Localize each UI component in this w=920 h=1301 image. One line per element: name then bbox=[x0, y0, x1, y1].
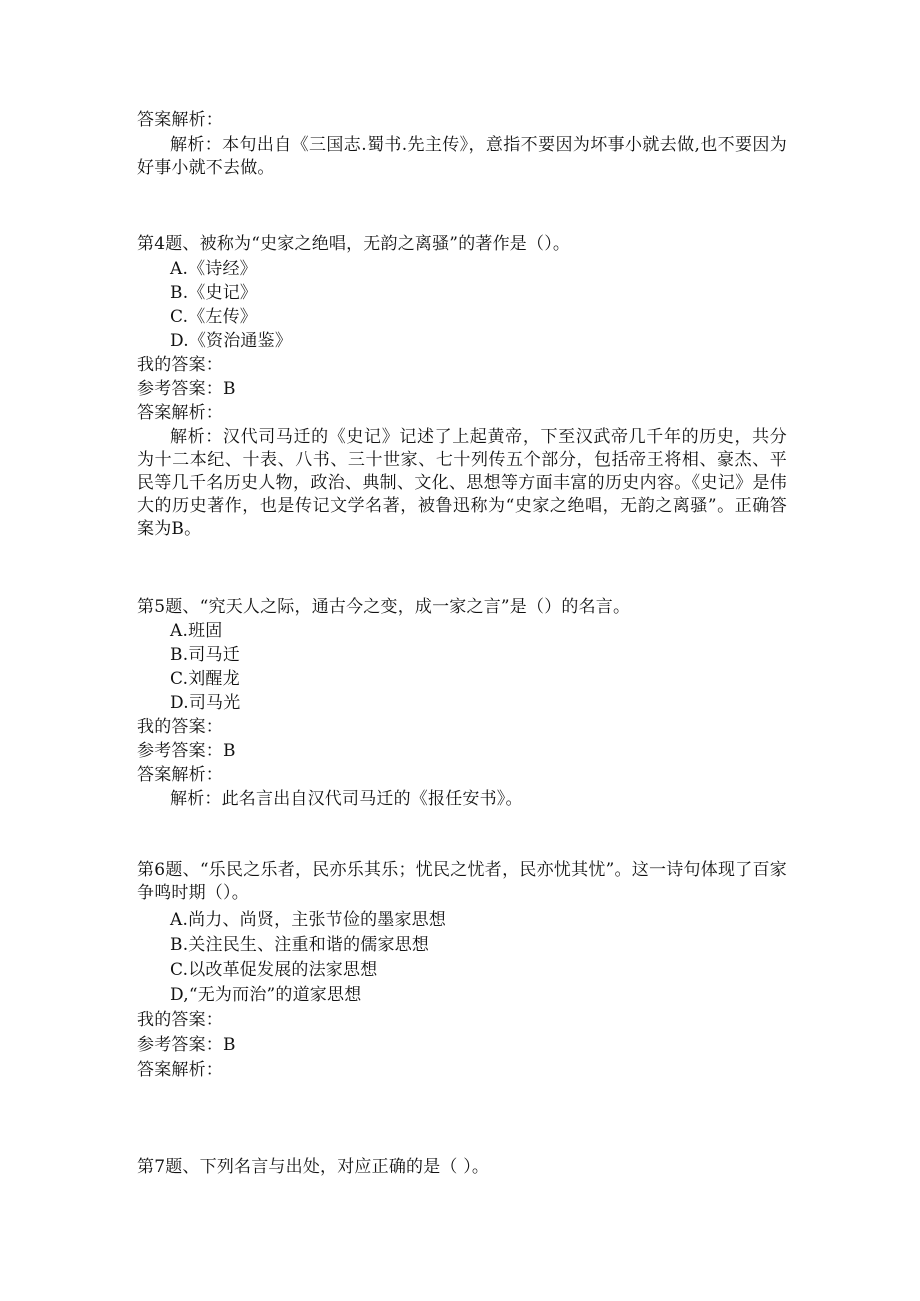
question-4-option-b: B.《史记》 bbox=[170, 283, 258, 303]
question-5-option-c: C.刘醒龙 bbox=[170, 669, 240, 689]
question-6-analysis-label: 答案解析： bbox=[137, 1060, 223, 1080]
question-4-analysis-label: 答案解析： bbox=[137, 403, 223, 423]
question-4-option-d: D.《资治通鉴》 bbox=[170, 331, 293, 351]
analysis-text: 解析：本句出自《三国志.蜀书.先主传》，意指不要因为坏事小就去做,也不要因为好事小就不去做。 bbox=[137, 135, 787, 178]
question-4-reference-answer: 参考答案：B bbox=[137, 379, 236, 399]
question-4-my-answer: 我的答案： bbox=[137, 355, 223, 375]
question-5-my-answer: 我的答案： bbox=[137, 717, 223, 737]
analysis-label: 答案解析： bbox=[137, 110, 223, 130]
question-5-option-a: A.班固 bbox=[170, 621, 223, 641]
question-5-reference-answer: 参考答案：B bbox=[137, 741, 236, 761]
question-4-option-c: C.《左传》 bbox=[170, 307, 258, 327]
question-6-option-b: B.关注民生、注重和谐的儒家思想 bbox=[170, 935, 430, 955]
question-6-option-d: D,“无为而治”的道家思想 bbox=[170, 985, 362, 1005]
question-6-my-answer: 我的答案： bbox=[137, 1010, 223, 1030]
question-5-analysis-label: 答案解析： bbox=[137, 765, 223, 785]
question-4-stem: 第4题、被称为“史家之绝唱，无韵之离骚”的著作是（）。 bbox=[137, 234, 571, 254]
question-7-stem: 第7题、下列名言与出处，对应正确的是（ ）。 bbox=[137, 1157, 490, 1177]
question-5-stem: 第5题、“究天人之际，通古今之变，成一家之言”是（）的名言。 bbox=[137, 597, 631, 617]
question-4-analysis-text: 解析：汉代司马迁的《史记》记述了上起黄帝，下至汉武帝几千年的历史，共分为十二本纪、十表、八书、三十世家、七十列传五个部分，包括帝王将相、豪杰、平民等几千名历史人物，政治、典制、文化、思想等方面丰富的历史内容。《史记》是伟大的历史著作，也是传记文学名著，被鲁迅称为“史家之绝唱，无韵之离骚”。正确答案为B。 bbox=[137, 427, 787, 539]
question-5-analysis-text: 解析：此名言出自汉代司马迁的《报任安书》。 bbox=[170, 789, 523, 809]
question-6-option-a: A.尚力、尚贤，主张节俭的墨家思想 bbox=[170, 910, 447, 930]
question-5-option-d: D.司马光 bbox=[170, 693, 241, 713]
question-5-option-b: B.司马迁 bbox=[170, 645, 240, 665]
question-6-reference-answer: 参考答案：B bbox=[137, 1035, 236, 1055]
question-4-option-a: A.《诗经》 bbox=[170, 259, 257, 279]
question-6-option-c: C.以改革促发展的法家思想 bbox=[170, 960, 378, 980]
question-6-stem: 第6题、“乐民之乐者，民亦乐其乐；忧民之忧者，民亦忧其忧”。这一诗句体现了百家争鸣时期（）。 bbox=[137, 860, 787, 903]
